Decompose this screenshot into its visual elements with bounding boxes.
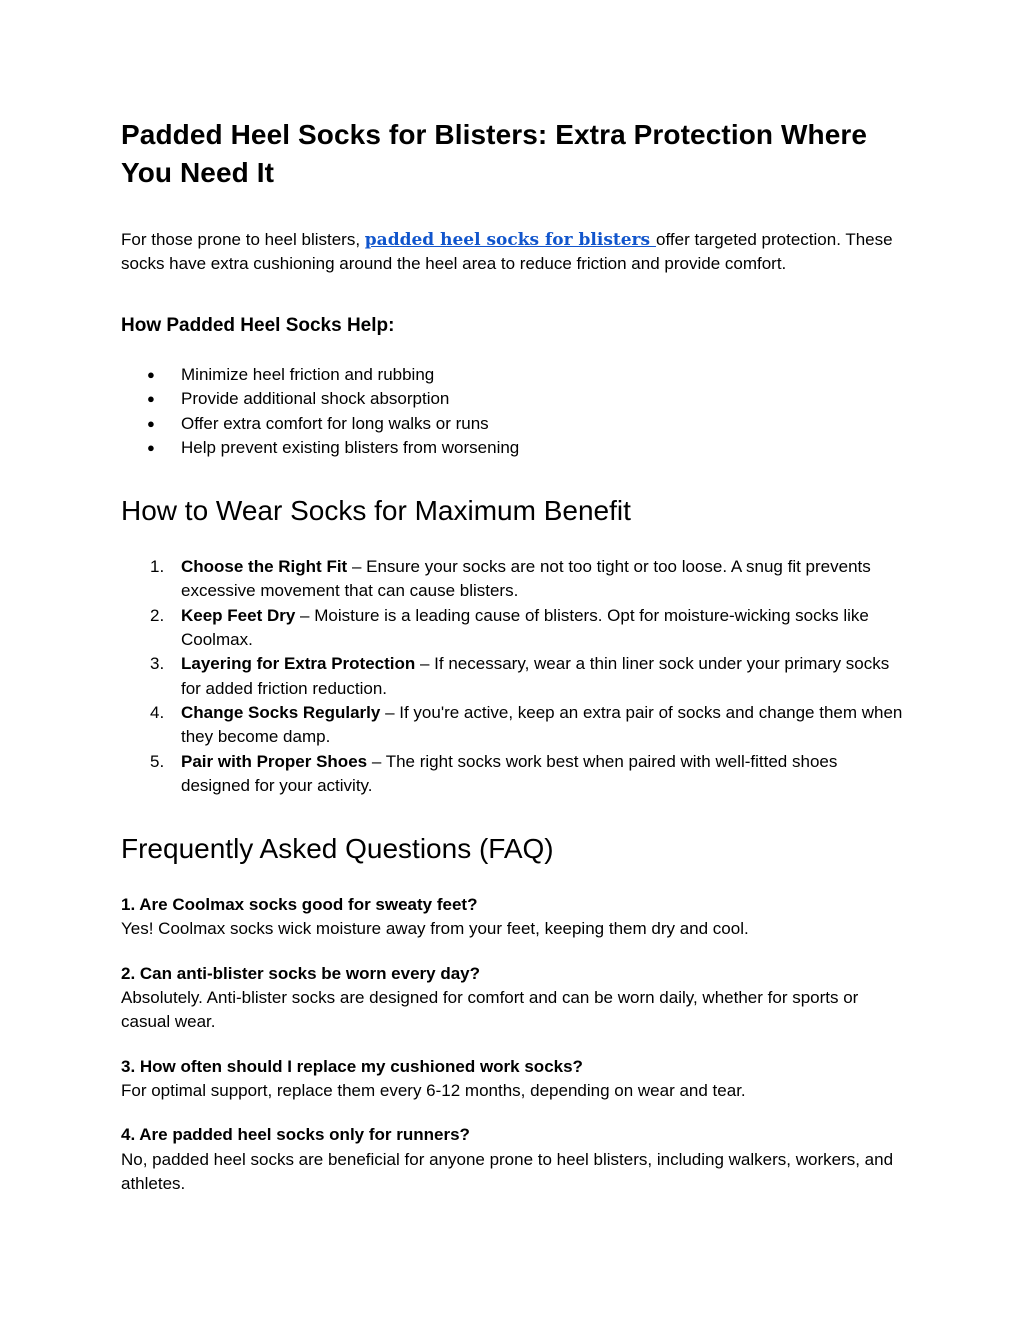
page-title: Padded Heel Socks for Blisters: Extra Protection Where You Need It — [121, 119, 868, 188]
step-number: 1. — [150, 557, 165, 577]
step-text: – The right socks work best when paired with well-fitted shoes designed for your activity. — [181, 751, 838, 795]
list-item — [121, 652, 911, 701]
padded-heel-socks-link[interactable]: padded heel socks for blisters — [364, 230, 657, 250]
list-item — [121, 750, 911, 799]
faq-item — [121, 1123, 911, 1196]
faq-question: 1. Are Coolmax socks good for sweaty feet? — [121, 895, 478, 915]
list-item — [121, 412, 911, 436]
help-heading: How Padded Heel Socks Help: — [121, 315, 395, 336]
list-item-text: Offer extra comfort for long walks or runs — [181, 413, 489, 433]
list-item — [121, 387, 911, 411]
help-list — [121, 363, 911, 460]
intro-text-before: For those prone to heel blisters, — [121, 230, 365, 249]
list-item — [121, 604, 911, 653]
faq-item — [121, 962, 911, 1035]
step-text: – If necessary, wear a thin liner sock under your primary socks for added friction reduction. — [181, 654, 890, 698]
list-item — [121, 363, 911, 387]
step-title: Choose the Right Fit — [181, 557, 348, 577]
list-item-text: Minimize heel friction and rubbing — [181, 365, 435, 384]
faq-answer: No, padded heel socks are beneficial for anyone prone to heel blisters, including walkers, workers, and athletes. — [121, 1149, 894, 1193]
list-item-text: Help prevent existing blisters from worsening — [181, 437, 520, 457]
step-title: Pair with Proper Shoes — [181, 751, 368, 771]
step-number: 3. — [150, 654, 165, 674]
faq-list — [121, 893, 911, 1196]
step-text: – Moisture is a leading cause of blisters. Opt for moisture-wicking socks like Coolmax. — [181, 605, 869, 650]
faq-answer: Absolutely. Anti-blister socks are designed for comfort and can be worn daily, whether for sports or casual wear. — [121, 988, 859, 1032]
faq-item — [121, 1055, 911, 1104]
step-number: 2. — [150, 605, 165, 625]
faq-answer: For optimal support, replace them every 6-12 months, depending on wear and tear. — [121, 1080, 746, 1100]
list-item-text: Provide additional shock absorption — [181, 389, 450, 409]
faq-question: 4. Are padded heel socks only for runners? — [121, 1125, 470, 1145]
bullet-icon: ● — [147, 415, 155, 431]
faq-heading: Frequently Asked Questions (FAQ) — [121, 833, 554, 865]
bullet-icon: ● — [147, 367, 155, 382]
step-text: – If you're active, keep an extra pair of socks and change them when they become damp. — [181, 702, 903, 747]
wear-heading: How to Wear Socks for Maximum Benefit — [121, 495, 631, 527]
bullet-icon: ● — [147, 439, 155, 455]
step-title: Layering for Extra Protection — [181, 654, 416, 674]
list-item — [121, 701, 911, 750]
list-item — [121, 436, 911, 460]
document-page — [121, 116, 911, 1196]
step-number: 4. — [150, 702, 165, 722]
faq-answer: Yes! Coolmax socks wick moisture away from your feet, keeping them dry and cool. — [121, 919, 749, 939]
step-number: 5. — [150, 751, 165, 771]
faq-item — [121, 893, 911, 942]
intro-paragraph — [121, 228, 911, 276]
wear-steps-list — [121, 555, 911, 798]
step-title: Keep Feet Dry — [181, 605, 296, 625]
intro-text-after: offer targeted protection. These socks have extra cushioning around the heel area to reduce friction and provide comfort. — [121, 230, 893, 273]
list-item — [121, 555, 911, 604]
bullet-icon: ● — [147, 391, 155, 407]
step-text: – Ensure your socks are not too tight or too loose. A snug fit prevents excessive movement that can cause blisters. — [181, 557, 871, 601]
step-title: Change Socks Regularly — [181, 702, 381, 722]
faq-question: 3. How often should I replace my cushioned work socks? — [121, 1056, 583, 1076]
faq-question: 2. Can anti-blister socks be worn every day? — [121, 963, 481, 983]
